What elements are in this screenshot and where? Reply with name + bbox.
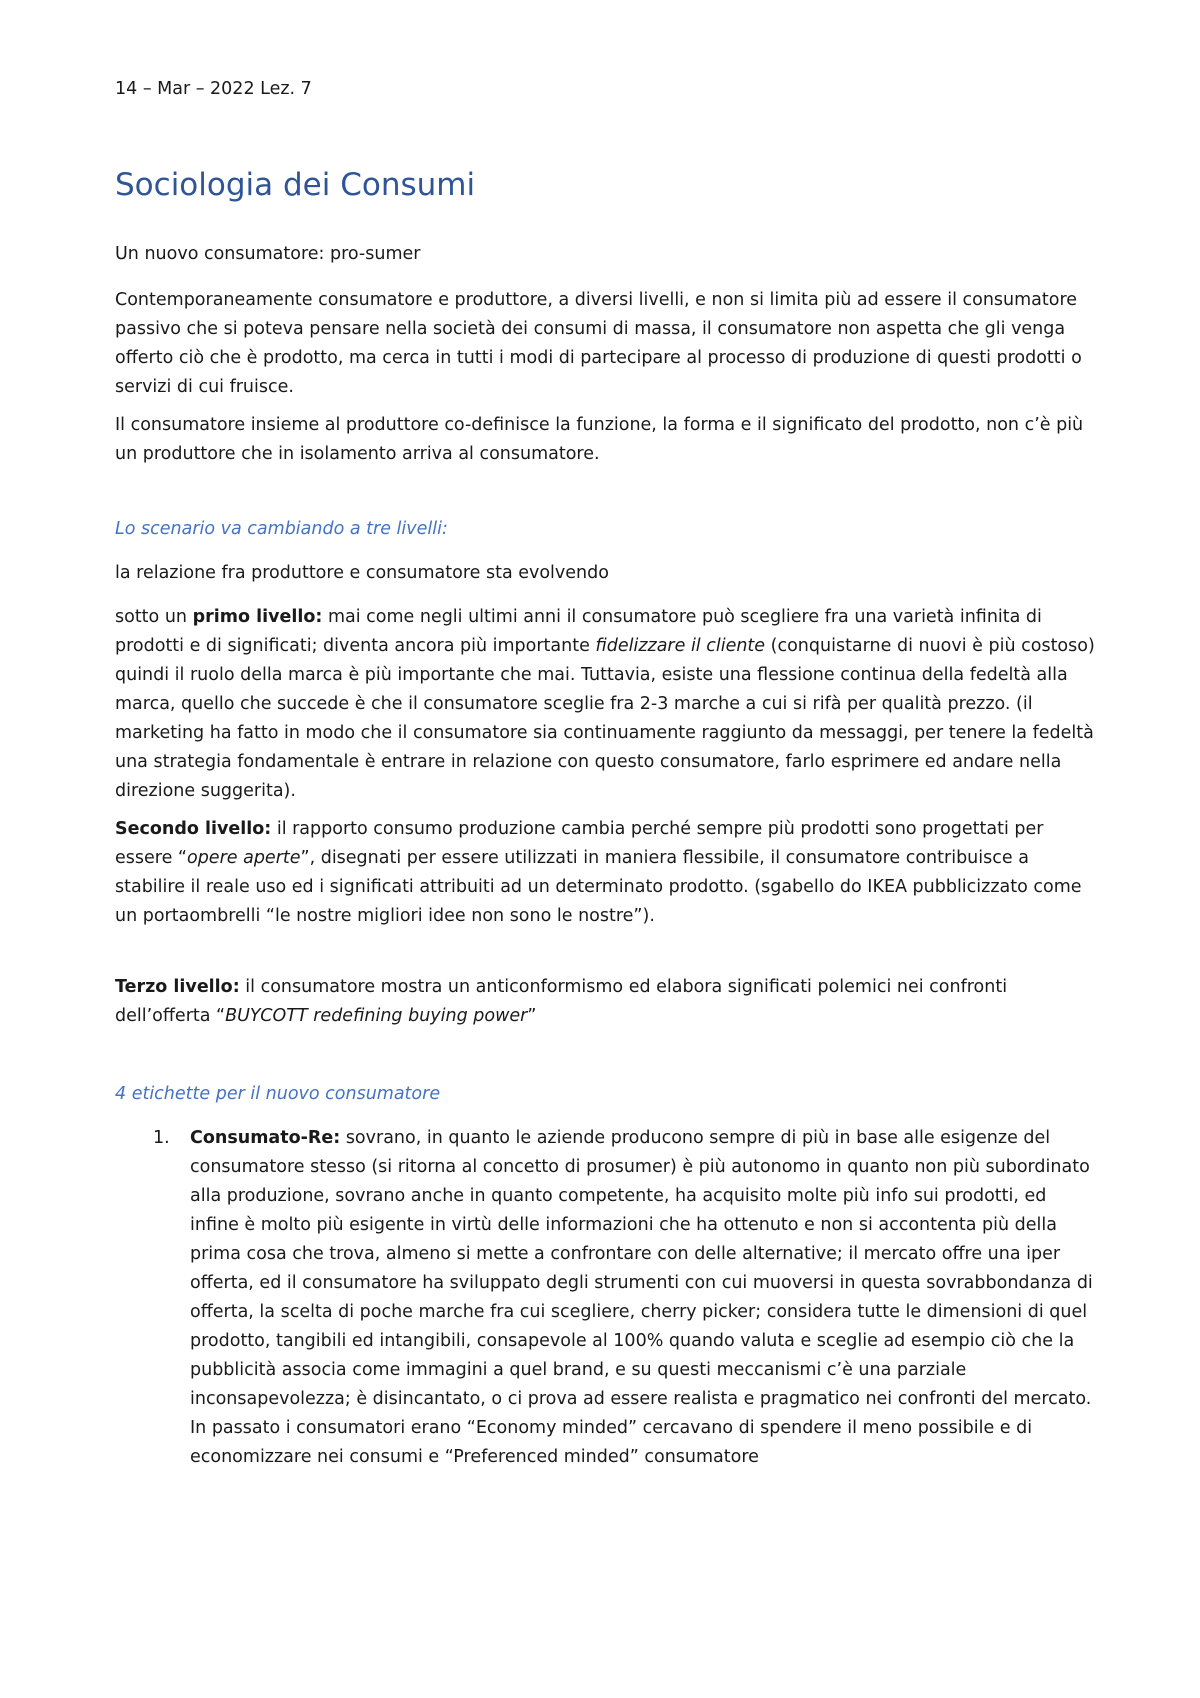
document-title: Sociologia dei Consumi: [115, 167, 476, 203]
scenario-section: [115, 515, 1095, 1031]
scenario-heading: Lo scenario va cambiando a tre livelli:: [115, 519, 448, 539]
level-1-emphasis: fidelizzare il cliente: [595, 636, 766, 656]
intro-paragraph-1: Contemporaneamente consumatore e produttore, a diversi livelli, e non si limita più ad essere il consumatore passivo che si poteva pensare nella società dei consumi di massa, il consumatore non aspetta che gli venga offerto ciò che è prodotto, ma cerca in tutti i modi di partecipare al processo di produzione di questi prodotti o servizi di cui fruisce.: [115, 290, 1082, 397]
list-item-number: 1.: [153, 1128, 170, 1148]
level-3-paragraph: [115, 973, 1095, 1031]
level-2-text-a: il rapporto consumo produzione cambia perché sempre più prodotti sono progettati per essere “: [115, 819, 1044, 868]
level-2-label: Secondo livello:: [115, 819, 272, 839]
intro-paragraph-2: Il consumatore insieme al produttore co-definisce la funzione, la forma e il significato del prodotto, non c’è più un produttore che in isolamento arriva al consumatore.: [115, 415, 1084, 464]
list-item: [115, 1124, 1095, 1472]
level-3-emphasis: BUYCOTT redefining buying power: [225, 1006, 528, 1026]
level-1-paragraph: [115, 603, 1095, 806]
level-1-text-a: mai come negli ultimi anni il consumatore può scegliere fra una varietà infinita di prodotti e di significati; diventa ancora più importante: [115, 607, 1042, 656]
labels-section: [115, 1080, 1095, 1472]
intro-section: [115, 240, 1095, 469]
level-2-emphasis: opere aperte: [186, 848, 301, 868]
level-1-prefix: sotto un: [115, 607, 193, 627]
level-3-text-b: ”: [527, 1006, 537, 1026]
level-1-label: primo livello:: [192, 607, 323, 627]
level-3-label: Terzo livello:: [115, 977, 240, 997]
scenario-lead: la relazione fra produttore e consumatore sta evolvendo: [115, 563, 609, 583]
level-2-text-b: ”, disegnati per essere utilizzati in maniera flessibile, il consumatore contribuisce a stabilire il reale uso ed i significati attribuiti ad un determinato prodotto. (sgabello do IKEA pubblicizzato come un portaombrelli “le nostre migliori idee non sono le nostre”).: [115, 848, 1082, 926]
labels-list: [115, 1124, 1095, 1472]
intro-subtitle: Un nuovo consumatore: pro-sumer: [115, 244, 421, 264]
level-2-paragraph: [115, 815, 1095, 931]
labels-heading: 4 etichette per il nuovo consumatore: [115, 1084, 441, 1104]
lesson-date: 14 – Mar – 2022 Lez. 7: [115, 79, 312, 99]
level-1-text-b: (conquistarne di nuovi è più costoso) quindi il ruolo della marca è più importante che mai. Tuttavia, esiste una flessione continua della fedeltà alla marca, quello che succede è che il consumatore sceglie fra 2-3 marche a cui si rifà per qualità prezzo. (il marketing ha fatto in modo che il consumatore sia continuamente raggiunto da messaggi, per tenere la fedeltà una strategia fondamentale è entrare in relazione con questo consumatore, farlo esprimere ed andare nella direzione suggerita).: [115, 636, 1095, 801]
level-3-text-a: il consumatore mostra un anticonformismo ed elabora significati polemici nei confronti dell’offerta “: [115, 977, 1008, 1026]
list-item-text: sovrano, in quanto le aziende producono sempre di più in base alle esigenze del consumatore stesso (si ritorna al concetto di prosumer) è più autonomo in quanto non più subordinato alla produzione, sovrano anche in quanto competente, ha acquisito molte più info sui prodotti, ed infine è molto più esigente in virtù delle informazioni che ha ottenuto e non si accontenta più della prima cosa che trova, almeno si mette a confrontare con delle alternative; il mercato offre una iper offerta, ed il consumatore ha sviluppato degli strumenti con cui muoversi in questa sovrabbondanza di offerta, la scelta di poche marche fra cui scegliere, cherry picker; considera tutte le dimensioni di quel prodotto, tangibili ed intangibili, consapevole al 100% quando valuta e sceglie ad esempio ciò che la pubblicità associa come immagini a quel brand, e su questi meccanismi c’è una parziale inconsapevolezza; è disincantato, o ci prova ad essere realista e pragmatico nei confronti del mercato. In passato i consumatori erano “Economy minded” cercavano di spendere il meno possibile e di economizzare nei consumi e “Preferenced minded” consumatore: [190, 1128, 1093, 1467]
list-item-label: Consumato-Re:: [190, 1128, 341, 1148]
